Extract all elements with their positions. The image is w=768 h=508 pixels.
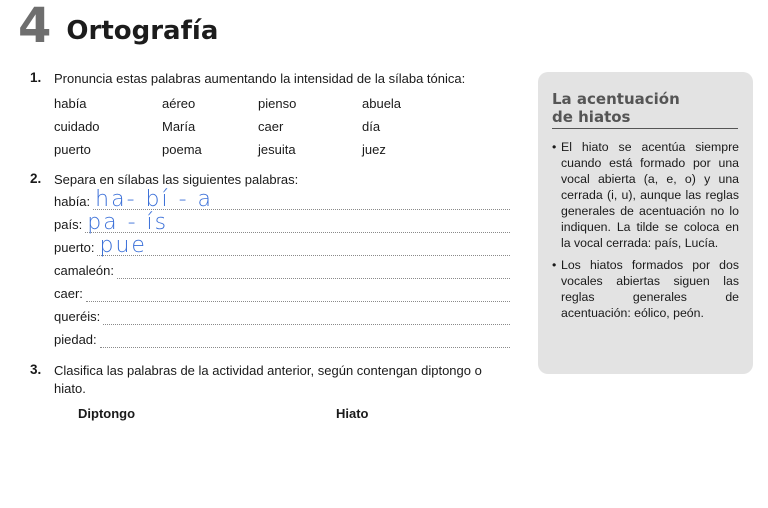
syllable-row-quereis — [54, 302, 510, 325]
sidebar-title-line2: de hiatos — [552, 108, 631, 126]
answer-line[interactable] — [103, 302, 510, 325]
syllable-row-caer — [54, 279, 510, 302]
word-label: piedad: — [54, 332, 97, 347]
word-label: había: — [54, 194, 91, 209]
word-item: María — [162, 119, 196, 134]
word-item: día — [362, 119, 381, 134]
exercise-number: 2. — [30, 171, 42, 186]
handwritten-answer: ha- bí - a — [95, 187, 213, 212]
word-grid — [54, 96, 510, 158]
answer-line[interactable] — [117, 256, 510, 279]
sidebar-divider — [552, 128, 738, 129]
answer-line[interactable] — [85, 210, 510, 233]
exercise-number: 3. — [30, 362, 42, 377]
sidebar-title-line1: La acentuación — [552, 90, 680, 108]
word-item: juez — [362, 142, 386, 157]
sidebar-bullet: • El hiato se acentúa siempre cuando está formado por una vocal abierta (a, e, o) y una cerrada (i, u), aunque las reglas generales de acentuación no lo indiquen. La tilde se coloca en la vocal cerrada: país, Lucía. — [552, 139, 739, 251]
exercise-1 — [30, 70, 510, 158]
word-label: camaleón: — [54, 263, 114, 278]
column-diptongo: Diptongo — [78, 406, 136, 421]
exercise-number: 1. — [30, 70, 42, 85]
syllable-row-habia — [54, 187, 510, 210]
page-title: Ortografía — [66, 16, 219, 46]
answer-line[interactable] — [97, 233, 510, 256]
unit-number: 4 — [18, 0, 51, 54]
exercise-2 — [30, 171, 510, 348]
classification-columns — [30, 406, 510, 421]
word-label: puerto: — [54, 240, 95, 255]
column-hiato: Hiato — [336, 406, 369, 421]
word-label: país: — [54, 217, 83, 232]
answer-line[interactable] — [100, 325, 510, 348]
syllable-row-puerto — [54, 233, 510, 256]
syllable-row-camaleon — [54, 256, 510, 279]
exercise-instruction: Separa en sílabas las siguientes palabras: — [54, 172, 299, 187]
handwritten-answer: pa - ís — [87, 210, 169, 235]
syllable-row-piedad — [54, 325, 510, 348]
word-item: puerto — [54, 142, 91, 157]
handwritten-answer: pue — [99, 233, 147, 258]
word-item: caer — [258, 119, 284, 134]
word-item: jesuita — [258, 142, 296, 157]
exercise-instruction: Pronuncia estas palabras aumentando la intensidad de la sílaba tónica: — [54, 71, 466, 86]
word-label: queréis: — [54, 309, 101, 324]
word-item: aéreo — [162, 96, 196, 111]
answer-line[interactable] — [86, 279, 510, 302]
word-item: abuela — [362, 96, 402, 111]
word-item: había — [54, 96, 87, 111]
sidebar-bullet: • Los hiatos formados por dos vocales abiertas siguen las reglas generales de acentuación: eólico, peón. — [552, 257, 739, 321]
unit-header — [18, 0, 219, 54]
exercise-3 — [30, 362, 510, 398]
word-item: poema — [162, 142, 202, 157]
info-sidebar — [538, 72, 753, 374]
word-label: caer: — [54, 286, 83, 301]
word-item: pienso — [258, 96, 297, 111]
answer-line[interactable] — [93, 187, 510, 210]
word-item: cuidado — [54, 119, 100, 134]
exercise-instruction: Clasifica las palabras de la actividad anterior, según contengan diptongo o hiato. — [54, 363, 482, 396]
exercises — [30, 70, 510, 421]
syllable-row-pais — [54, 210, 510, 233]
